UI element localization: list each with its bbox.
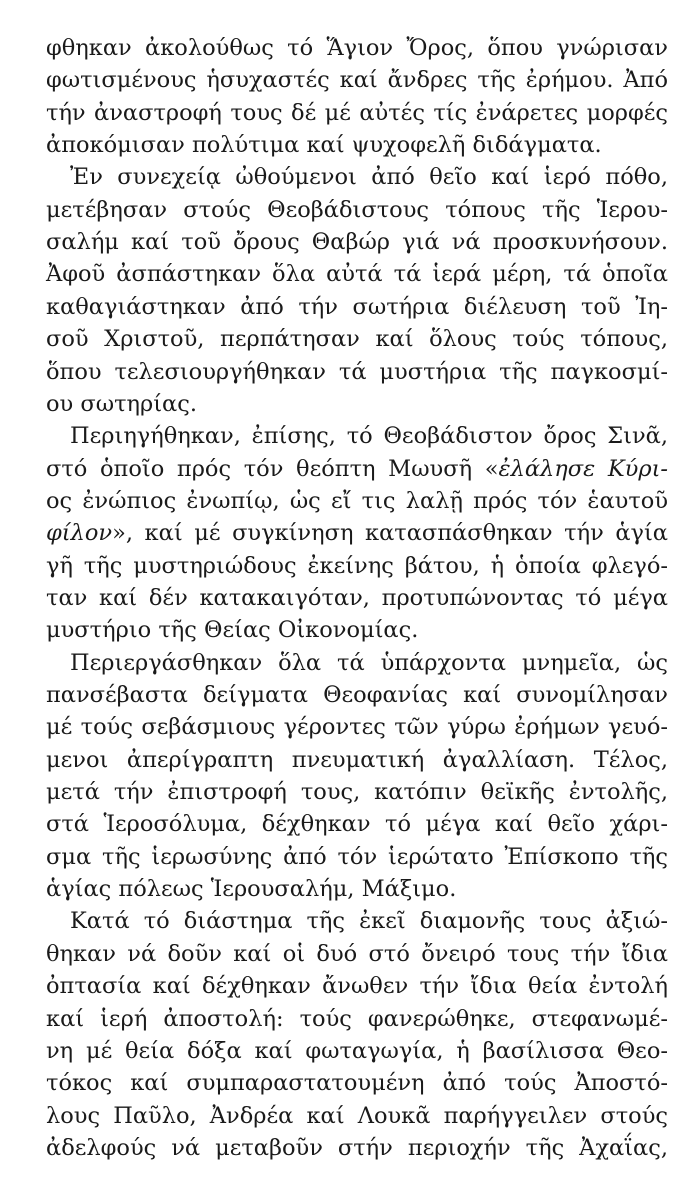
text-line: λους Παῦλο, Ἀνδρέα καί Λουκᾶ παρήγγειλεν στούς (46, 1102, 668, 1129)
text-line: φωτισμένους ἡσυχαστές καί ἄνδρες τῆς ἐρήμου. Ἀπό (46, 67, 668, 94)
text-line: γῆ τῆς μυστηριώδους ἐκείνης βάτου, ἡ ὁποία φλεγό- (46, 552, 668, 579)
text-line: μετά τήν ἐπιστροφή τους, κατόπιν θεϊκῆς ἐντολῆς, (46, 779, 668, 806)
text-line: θηκαν νά δοῦν καί οἱ δυό στό ὄνειρό τους τήν ἴδια (46, 940, 668, 967)
text-line: πανσέβαστα δείγματα Θεοφανίας καί συνομίλησαν (46, 682, 668, 708)
text-line: μετέβησαν στούς Θεοβάδιστους τόπους τῆς Ἱερου- (46, 196, 668, 223)
text-line: Ἀφοῦ ἀσπάστηκαν ὅλα αὐτά τά ἱερά μέρη, τά ὁποῖα (46, 261, 668, 288)
text-line: ταν καί δέν κατακαιγόταν, προτυπώνοντας τό μέγα (46, 584, 668, 611)
text-line: μυστήριο τῆς Θείας Οἰκονομίας. (46, 617, 419, 644)
text-line: Κατά τό διάστημα τῆς ἐκεῖ διαμονῆς τους ἀξιώ- (70, 908, 668, 935)
text-line: στά Ἱεροσόλυμα, δέχθηκαν τό μέγα καί θεῖο χάρι- (46, 811, 668, 838)
text-line: Περιεργάσθηκαν ὅλα τά ὑπάρχοντα μνημεῖα, ὡς (70, 649, 668, 676)
text-line: μενοι ἀπερίγραπτη πνευματική ἀγαλλίαση. Τέλος, (46, 746, 668, 773)
text-line: στό ὁποῖο πρός τόν θεόπτη Μωυσῆ «ἐλάλησε Κύρι- (46, 455, 668, 482)
text-line: ἀποκόμισαν πολύτιμα καί ψυχοφελῆ διδάγματα. (46, 132, 602, 159)
text-line: σαλήμ καί τοῦ ὄρους Θαβώρ γιά νά προσκυνήσουν. (46, 229, 668, 256)
text-line: σοῦ Χριστοῦ, περπάτησαν καί ὅλους τούς τόπους, (46, 326, 668, 353)
text-line: ἁγίας πόλεως Ἱερουσαλήμ, Μάξιμο. (46, 876, 457, 903)
text-line: ὀπτασία καί δέχθηκαν ἄνωθεν τήν ἴδια θεία ἐντολή (46, 973, 668, 1000)
text-line: Ἐν συνεχείᾳ ὠθούμενοι ἀπό θεῖο καί ἱερό πόθο, (70, 164, 668, 191)
text-line: καί ἱερή ἀποστολή: τούς φανερώθηκε, στεφανωμέ- (46, 1005, 668, 1032)
text-line: ος ἐνώπιος ἐνωπίῳ, ὡς εἴ τις λαλῇ πρός τόν ἑαυτοῦ (46, 487, 668, 514)
text-line: φθηκαν ἀκολούθως τό Ἅγιον Ὄρος, ὅπου γνώρισαν (46, 35, 668, 61)
text-line: φίλον», καί μέ συγκίνηση κατασπάσθηκαν τήν ἁγία (46, 520, 668, 547)
text-line: τήν ἀναστροφή τους δέ μέ αὐτές τίς ἐνάρετες μορφές (46, 99, 668, 126)
text-line: Περιηγήθηκαν, ἐπίσης, τό Θεοβάδιστον ὄρος Σινᾶ, (70, 423, 668, 450)
text-line: μέ τούς σεβάσμιους γέροντες τῶν γύρω ἐρήμων γευό- (46, 714, 668, 741)
text-line: ἀδελφούς νά μεταβοῦν στήν περιοχήν τῆς Ἀχαΐας, (46, 1134, 668, 1161)
text-line: καθαγιάστηκαν ἀπό τήν σωτήρια διέλευση τοῦ Ἰη- (46, 293, 668, 320)
text-line: τόκος καί συμπαραστατουμένη ἀπό τούς Ἀποστό- (46, 1070, 668, 1097)
text-line: νη μέ θεία δόξα καί φωταγωγία, ἡ βασίλισσα Θεο- (46, 1037, 668, 1064)
text-line: ὅπου τελεσιουργήθηκαν τά μυστήρια τῆς παγκοσμί- (46, 358, 668, 385)
text-line: σμα τῆς ἱερωσύνης ἀπό τόν ἱερώτατο Ἐπίσκοπο τῆς (46, 843, 668, 870)
text-line: ου σωτηρίας. (46, 390, 198, 417)
